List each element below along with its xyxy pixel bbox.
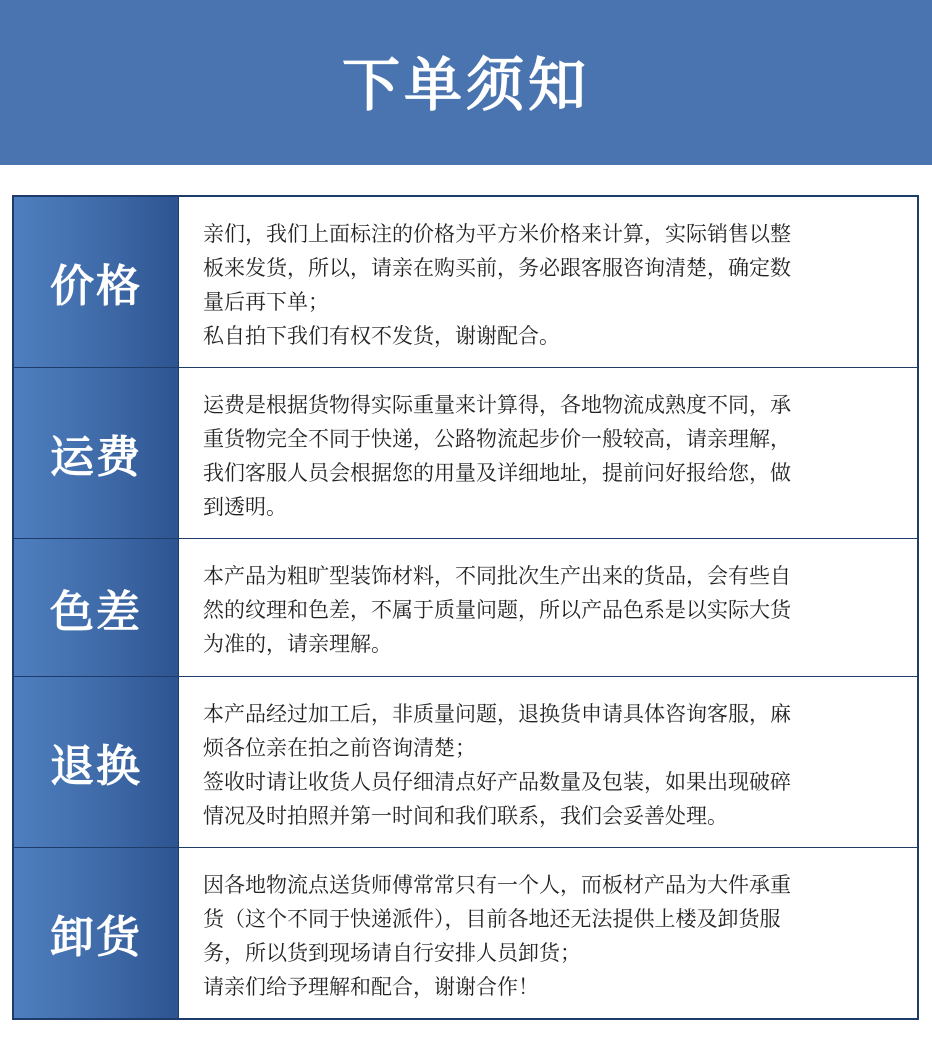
section-price: [14, 197, 917, 368]
content-line: 运费是根据货物得实际重量来计算得，各地物流成熟度不同，承: [203, 393, 791, 417]
section-price-label-cell: [14, 197, 179, 367]
content-line: 私自拍下我们有权不发货，谢谢配合。: [203, 324, 560, 348]
content-line: 货（这个不同于快递派件），目前各地还无法提供上楼及卸货服: [203, 907, 781, 931]
section-unloading-content: [179, 848, 917, 1018]
content-line: 为准的，请亲理解。: [203, 632, 392, 656]
content-line: 签收时请让收货人员仔细清点好产品数量及包装，如果出现破碎: [203, 770, 791, 794]
section-shipping-label-cell: [14, 368, 179, 538]
section-shipping: [14, 368, 917, 539]
section-return: [14, 677, 917, 848]
content-line: 情况及时拍照并第一时间和我们联系，我们会妥善处理。: [203, 804, 728, 828]
content-line: 因各地物流点送货师傅常常只有一个人，而板材产品为大件承重: [203, 873, 791, 897]
section-unloading-label: 卸货: [50, 912, 142, 963]
section-price-content: [179, 197, 917, 367]
section-color-diff: [14, 539, 917, 677]
content-line: 我们客服人员会根据您的用量及详细地址，提前问好报给您，做: [203, 461, 791, 485]
section-color-diff-label: 色差: [50, 586, 142, 638]
content-line: 然的纹理和色差，不属于质量问题，所以产品色系是以实际大货: [203, 598, 791, 622]
page-header: [0, 0, 932, 165]
section-unloading-label-cell: [14, 848, 179, 1018]
content-line: 量后再下单；: [203, 290, 329, 314]
section-color-diff-content: [179, 539, 917, 676]
section-color-diff-label-cell: [14, 539, 179, 676]
content-line: 务，所以货到现场请自行安排人员卸货；: [203, 941, 581, 965]
section-shipping-content: [179, 368, 917, 538]
section-return-label-cell: [14, 677, 179, 847]
section-price-label: 价格: [50, 261, 142, 312]
section-shipping-label: 运费: [50, 432, 142, 483]
content-line: 本产品为粗旷型装饰材料，不同批次生产出来的货品，会有些自: [203, 564, 791, 588]
content-line: 本产品经过加工后，非质量问题，退换货申请具体咨询客服，麻: [203, 702, 791, 726]
content-line: 板来发货，所以，请亲在购买前，务必跟客服咨询清楚，确定数: [203, 256, 791, 280]
content-line: 请亲们给予理解和配合，谢谢合作！: [203, 975, 539, 999]
section-unloading: [14, 848, 917, 1018]
notice-table: [12, 195, 919, 1020]
content-line: 重货物完全不同于快递，公路物流起步价一般较高，请亲理解，: [203, 427, 791, 451]
page-title: 下单须知: [341, 50, 590, 119]
section-return-label: 退换: [50, 741, 142, 792]
section-return-content: [179, 677, 917, 847]
content-line: 亲们，我们上面标注的价格为平方米价格来计算，实际销售以整: [203, 222, 791, 246]
content-line: 到透明。: [203, 495, 287, 519]
content-line: 烦各位亲在拍之前咨询清楚；: [203, 736, 476, 760]
